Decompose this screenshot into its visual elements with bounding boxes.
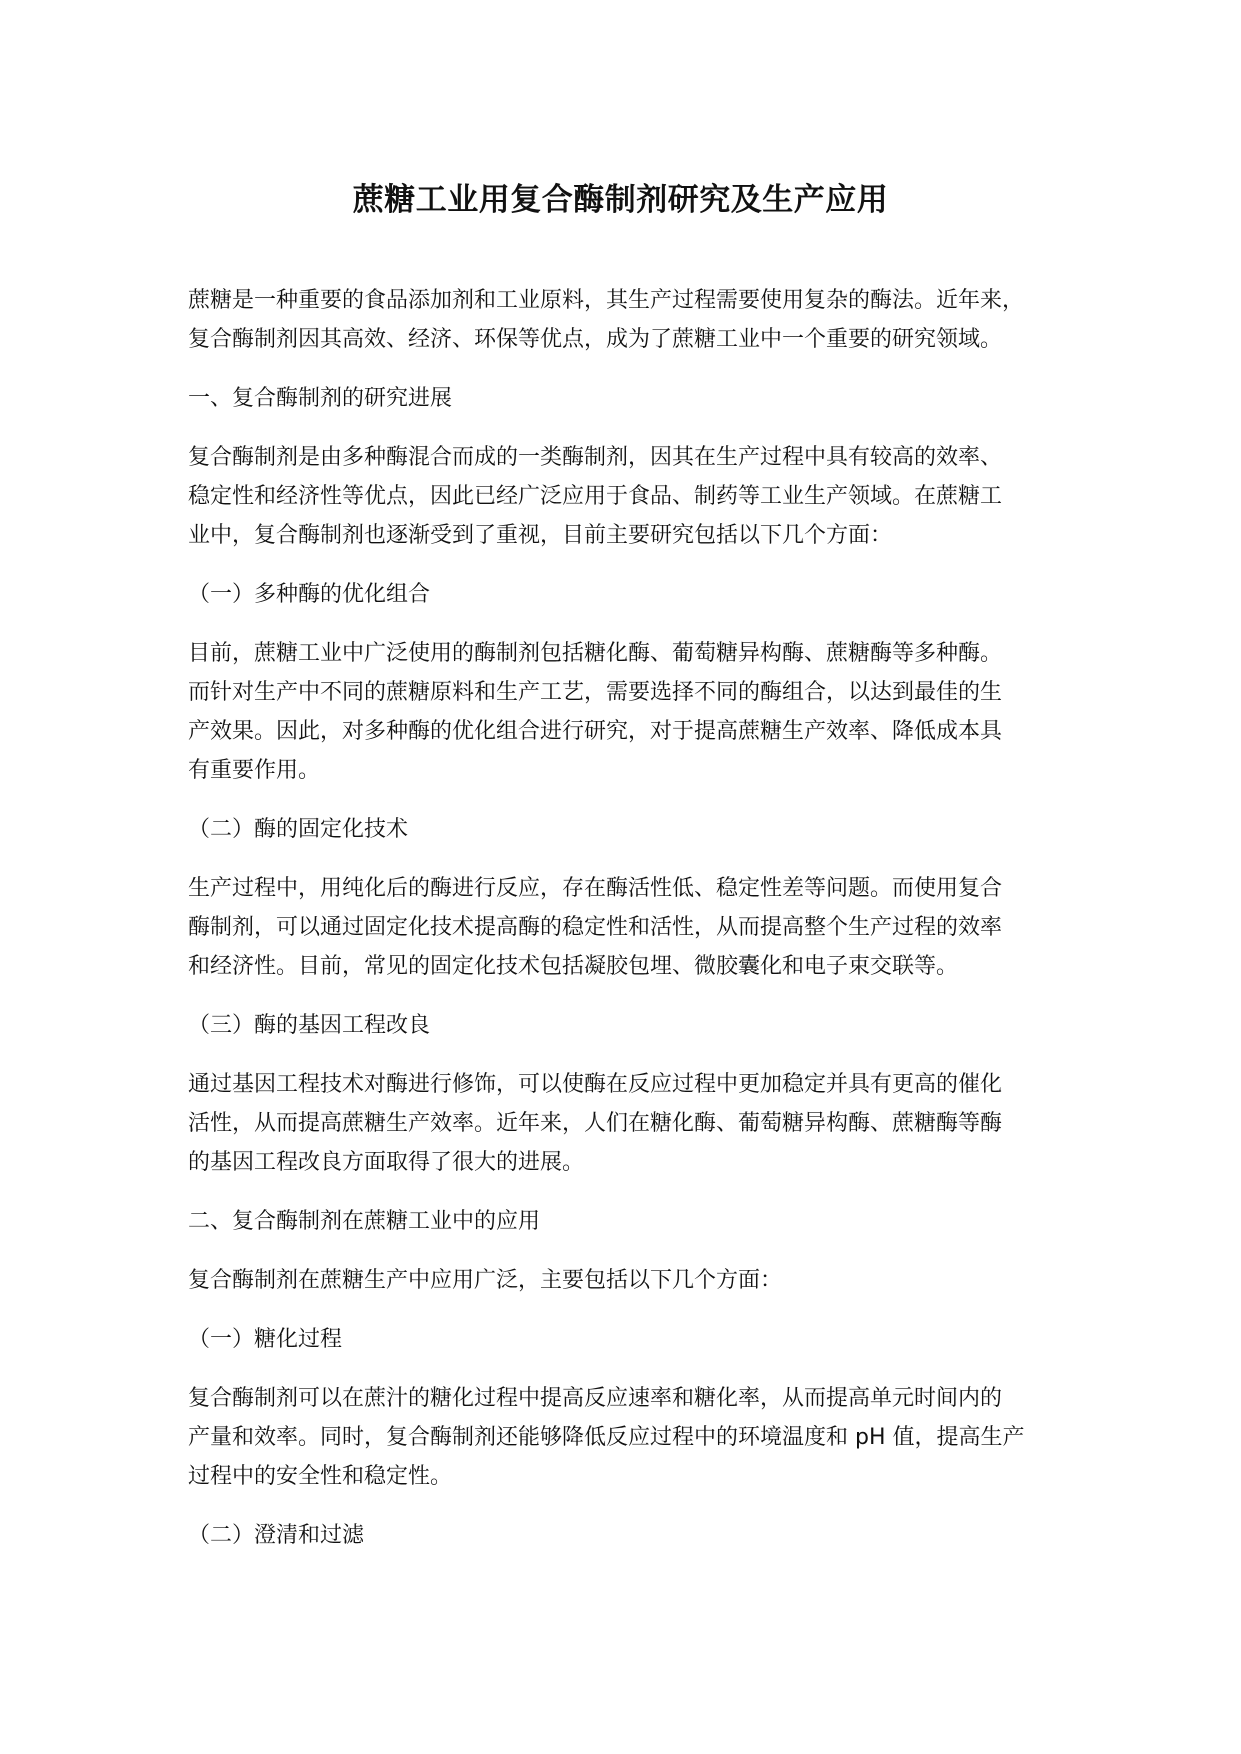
paragraph: [188, 1261, 1078, 1300]
text-line: 复合酶制剂是由多种酶混合而成的一类酶制剂，因其在生产过程中具有较高的效率、: [188, 445, 1003, 470]
paragraph: [188, 869, 1078, 986]
text-line: 目前，蔗糖工业中广泛使用的酶制剂包括糖化酶、葡萄糖异构酶、蔗糖酶等多种酶。: [188, 641, 1003, 666]
section-heading: [188, 1202, 1078, 1241]
text-line: 产量和效率。同时，复合酶制剂还能够降低反应过程中的环境温度和 pH 值，提高生产: [188, 1425, 1025, 1450]
text-line: 过程中的安全性和稳定性。: [188, 1464, 453, 1489]
document-title: 蔗糖工业用复合酶制剂研究及生产应用: [352, 182, 889, 218]
paragraph: [188, 634, 1078, 790]
text-line: 一、复合酶制剂的研究进展: [188, 386, 453, 411]
text-line: （二）澄清和过滤: [188, 1523, 365, 1548]
paragraph: [188, 281, 1078, 359]
document-body: [188, 281, 1078, 1575]
text-line: 酶制剂，可以通过固定化技术提高酶的稳定性和活性，从而提高整个生产过程的效率: [188, 915, 1003, 940]
text-line: 有重要作用。: [188, 758, 321, 783]
paragraph: [188, 1065, 1078, 1182]
text-line: 通过基因工程技术对酶进行修饰，可以使酶在反应过程中更加稳定并具有更高的催化: [188, 1072, 1003, 1097]
paragraph: [188, 1379, 1078, 1496]
section-heading: [188, 810, 1078, 849]
section-heading: [188, 1006, 1078, 1045]
text-line: 和经济性。目前，常见的固定化技术包括凝胶包埋、微胶囊化和电子束交联等。: [188, 954, 959, 979]
section-heading: [188, 1516, 1078, 1555]
text-line: 而针对生产中不同的蔗糖原料和生产工艺，需要选择不同的酶组合，以达到最佳的生: [188, 680, 1003, 705]
text-line: 蔗糖是一种重要的食品添加剂和工业原料，其生产过程需要使用复杂的酶法。近年来，: [188, 288, 1025, 313]
text-line: 生产过程中，用纯化后的酶进行反应，存在酶活性低、稳定性差等问题。而使用复合: [188, 876, 1003, 901]
text-line: （一）糖化过程: [188, 1327, 343, 1352]
text-line: 二、复合酶制剂在蔗糖工业中的应用: [188, 1209, 541, 1234]
section-heading: [188, 575, 1078, 614]
text-line: （三）酶的基因工程改良: [188, 1013, 431, 1038]
text-line: 复合酶制剂可以在蔗汁的糖化过程中提高反应速率和糖化率，从而提高单元时间内的: [188, 1386, 1003, 1411]
text-line: 稳定性和经济性等优点，因此已经广泛应用于食品、制药等工业生产领域。在蔗糖工: [188, 484, 1003, 509]
text-line: 活性，从而提高蔗糖生产效率。近年来，人们在糖化酶、葡萄糖异构酶、蔗糖酶等酶: [188, 1111, 1003, 1136]
section-heading: [188, 379, 1078, 418]
text-line: （一）多种酶的优化组合: [188, 582, 431, 607]
text-line: 复合酶制剂在蔗糖生产中应用广泛，主要包括以下几个方面：: [188, 1268, 783, 1293]
text-line: （二）酶的固定化技术: [188, 817, 409, 842]
paragraph: [188, 438, 1078, 555]
text-line: 复合酶制剂因其高效、经济、环保等优点，成为了蔗糖工业中一个重要的研究领域。: [188, 327, 1003, 352]
text-line: 业中，复合酶制剂也逐渐受到了重视，目前主要研究包括以下几个方面：: [188, 523, 893, 548]
text-line: 产效果。因此，对多种酶的优化组合进行研究，对于提高蔗糖生产效率、降低成本具: [188, 719, 1003, 744]
text-line: 的基因工程改良方面取得了很大的进展。: [188, 1150, 585, 1175]
section-heading: [188, 1320, 1078, 1359]
